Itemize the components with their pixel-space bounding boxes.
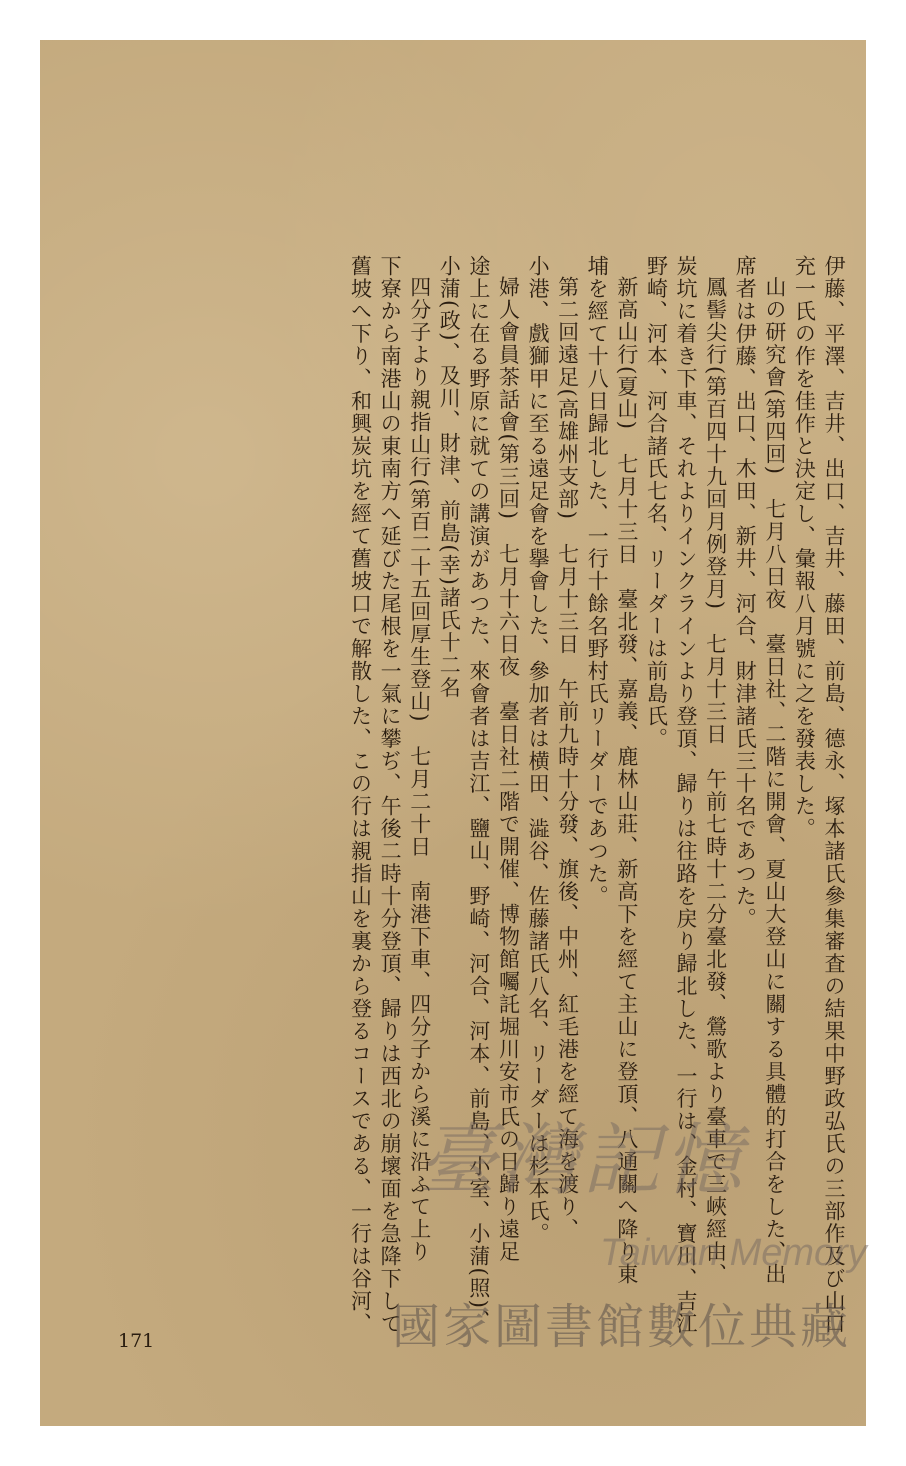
- text-line: 下寮から南港山の東南方へ延びた尾根を一氣に攀ぢ、午後二時十分登頂、歸りは西北の崩壞面を急降下して: [378, 255, 403, 1335]
- text-line: 埔を經て十八日歸北した、一行十餘名野村氏リーダーであつた。: [585, 255, 610, 908]
- book-page: [40, 40, 866, 1426]
- text-line-entry-heading: 新高山行(夏山) 七月十三日 臺北發、嘉義、鹿林山莊、新高下を經て主山に登頂、八通關へ降り東: [614, 276, 639, 1286]
- text-line: 充一氏の作を佳作と決定し、彙報八月號に之を發表した。: [792, 255, 817, 840]
- text-line-entry-heading: 鳳髻尖行(第百四十九回月例登月) 七月十三日 午前七時十二分臺北發、鶯歌より臺車で三峽經由、: [703, 276, 728, 1286]
- watermark-subtitle: Taiwan Memory: [600, 1232, 867, 1274]
- text-line-entry-heading: 山の研究會(第四回) 七月八日夜 臺日社、二階に開會、夏山大登山に關する具體的打合をした、出: [762, 276, 787, 1286]
- text-line-entry-heading: 四分子より親指山行(第百二十五回厚生登山) 七月二十日 南港下車、四分子から溪に沿ふて上り: [407, 276, 432, 1263]
- text-line-entry-heading: 第二回遠足(高雄州支部) 七月十三日 午前九時十分發、旗後、中州、紅毛港を經て海を渡り、: [555, 276, 580, 1241]
- text-line: 舊坡へ下り、和興炭坑を經て舊坡口で解散した、この行は親指山を裏から登るコースである、一行は谷河、: [348, 255, 373, 1335]
- text-line: 野崎、河本、河合諸氏七名、リーダーは前島氏。: [644, 255, 669, 750]
- page-number: 171: [118, 1330, 155, 1352]
- watermark-title: 臺灣記憶: [418, 1116, 747, 1206]
- watermark-library-name: 國家圖書館數位典藏: [392, 1301, 852, 1354]
- text-line: 小港、戲獅甲に至る遠足會を擧會した、參加者は横田、澁谷、佐藤諸氏八名、リーダーは杉本氏。: [526, 255, 551, 1245]
- text-line: 伊藤、平澤、吉井、出口、吉井、藤田、前島、德永、塚本諸氏參集審査の結果中野政弘氏の三部作及び山口: [822, 255, 846, 1335]
- text-line-entry-heading: 婦人會員茶話會(第三回) 七月十六日夜 臺日社二階で開催、博物館囑託堀川安市氏の日歸り遠足: [496, 276, 521, 1263]
- text-line: 炭坑に着き下車、それよりインクラインより登頂、歸りは往路を戻り歸北した、一行は、金村、寶川、吉江: [674, 255, 699, 1335]
- text-line: 席者は伊藤、出口、木田、新井、河合、財津諸氏三十名であつた。: [733, 255, 758, 930]
- text-line: 途上に在る野原に就ての講演があつた、來會者は吉江、鹽山、野崎、河合、河本、前島、小室、小蒲(照)、: [466, 255, 491, 1332]
- text-line: 小蒲(政)、及川、財津、前島(幸)諸氏十二名: [437, 255, 462, 699]
